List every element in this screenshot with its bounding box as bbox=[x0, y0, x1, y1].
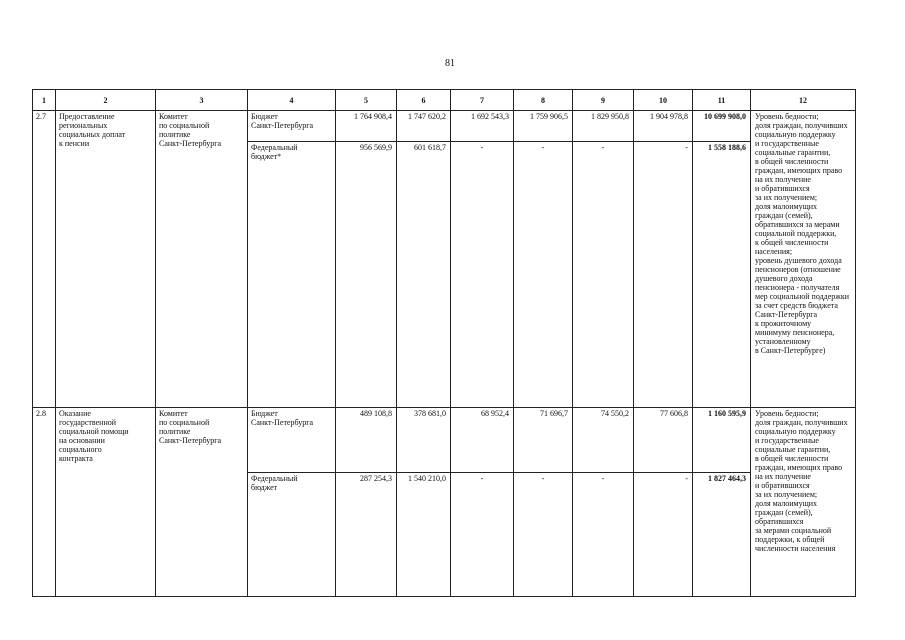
executor: Комитет по социальной политике Санкт-Петербурга bbox=[156, 111, 248, 408]
funding-source: Федеральный бюджет bbox=[248, 473, 336, 597]
value-cell: 287 254,3 bbox=[336, 473, 397, 597]
value-cell: - bbox=[573, 142, 634, 408]
indicators: Уровень бедности; доля граждан, получивших социальную поддержку и государственные социальные гарантии, в общей численности граждан, имеющих право на их получение и обратившихся за их получением; доля малоимущих граждан (семей), обратившихся за мерами социальной поддержки, к общей численности населения; уровень душевого дохода пенсионеров (отношение душевого дохода пенсионера - получателя мер социальной поддержки за счет средств бюджета Санкт-Петербурга к прожиточному минимуму пенсионера, установленному в Санкт-Петербурге) bbox=[751, 111, 856, 408]
header-cell: 6 bbox=[397, 90, 451, 111]
header-row bbox=[33, 90, 856, 111]
table-row bbox=[33, 408, 856, 473]
value-cell: 1 904 978,8 bbox=[634, 111, 693, 142]
value-cell: 74 550,2 bbox=[573, 408, 634, 473]
funding-source: Бюджет Санкт-Петербурга bbox=[248, 408, 336, 473]
value-cell: - bbox=[573, 473, 634, 597]
table-row bbox=[33, 111, 856, 142]
header-cell: 9 bbox=[573, 90, 634, 111]
value-cell: 1 829 950,8 bbox=[573, 111, 634, 142]
value-cell: - bbox=[514, 473, 573, 597]
measure-name: Оказание государственной социальной помощи на основании социального контракта bbox=[56, 408, 156, 597]
value-cell: 71 696,7 bbox=[514, 408, 573, 473]
header-cell: 11 bbox=[693, 90, 751, 111]
value-cell: 1 759 906,5 bbox=[514, 111, 573, 142]
funding-source: Федеральный бюджет* bbox=[248, 142, 336, 408]
value-cell: 1 540 210,0 bbox=[397, 473, 451, 597]
value-cell: 1 692 543,3 bbox=[451, 111, 514, 142]
header-cell: 8 bbox=[514, 90, 573, 111]
value-cell: 68 952,4 bbox=[451, 408, 514, 473]
header-cell: 4 bbox=[248, 90, 336, 111]
value-cell: 1 764 908,4 bbox=[336, 111, 397, 142]
value-cell: 956 569,9 bbox=[336, 142, 397, 408]
page-number: 81 bbox=[445, 58, 455, 69]
value-cell: - bbox=[451, 473, 514, 597]
total-cell: 1 160 595,9 bbox=[693, 408, 751, 473]
value-cell: - bbox=[634, 473, 693, 597]
total-cell: 10 699 908,0 bbox=[693, 111, 751, 142]
value-cell: 77 606,8 bbox=[634, 408, 693, 473]
header-cell: 1 bbox=[33, 90, 56, 111]
header-cell: 2 bbox=[56, 90, 156, 111]
row-number: 2.8 bbox=[33, 408, 56, 597]
header-cell: 12 bbox=[751, 90, 856, 111]
value-cell: 1 747 620,2 bbox=[397, 111, 451, 142]
value-cell: - bbox=[514, 142, 573, 408]
value-cell: - bbox=[451, 142, 514, 408]
value-cell: 378 681,0 bbox=[397, 408, 451, 473]
indicators: Уровень бедности; доля граждан, получивших социальную поддержку и государственные социальные гарантии, в общей численности граждан, имеющих право на их получение и обратившихся за их получением; доля малоимущих граждан (семей), обратившихся за мерами социальной поддержки, к общей численности населения bbox=[751, 408, 856, 597]
value-cell: - bbox=[634, 142, 693, 408]
header-cell: 3 bbox=[156, 90, 248, 111]
header-cell: 5 bbox=[336, 90, 397, 111]
row-number: 2.7 bbox=[33, 111, 56, 408]
program-table bbox=[32, 89, 856, 597]
value-cell: 601 618,7 bbox=[397, 142, 451, 408]
total-cell: 1 827 464,3 bbox=[693, 473, 751, 597]
funding-source: Бюджет Санкт-Петербурга bbox=[248, 111, 336, 142]
header-cell: 7 bbox=[451, 90, 514, 111]
total-cell: 1 558 188,6 bbox=[693, 142, 751, 408]
executor: Комитет по социальной политике Санкт-Петербурга bbox=[156, 408, 248, 597]
header-cell: 10 bbox=[634, 90, 693, 111]
value-cell: 489 108,8 bbox=[336, 408, 397, 473]
measure-name: Предоставление региональных социальных доплат к пенсии bbox=[56, 111, 156, 408]
